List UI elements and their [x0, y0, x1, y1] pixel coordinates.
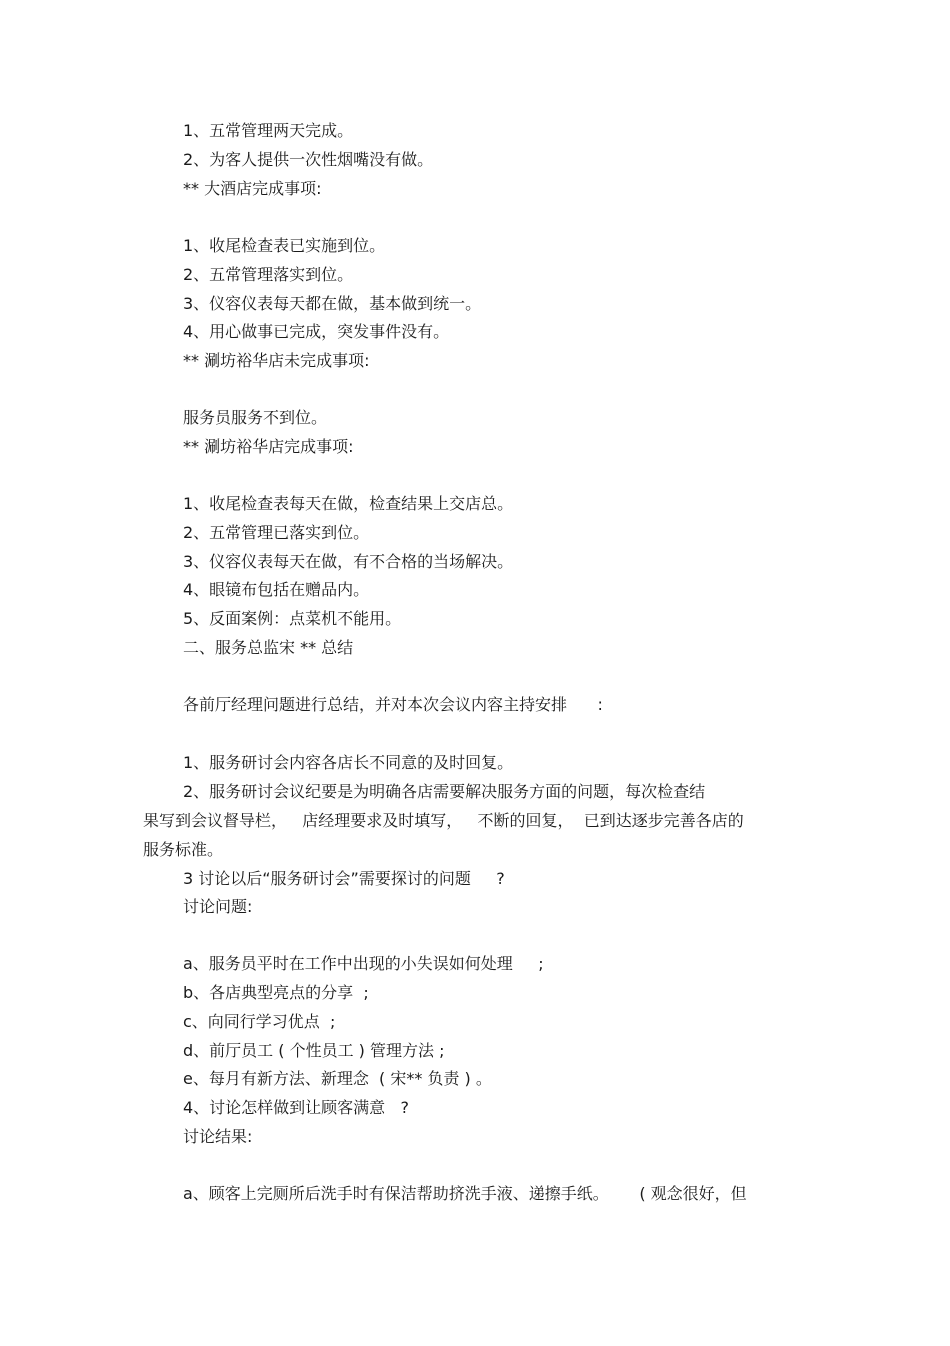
section-heading: ** 涮坊裕华店未完成事项: — [183, 351, 370, 370]
section-heading: 二、服务总监宋 ** 总结 — [183, 638, 354, 657]
paragraph: 讨论问题: — [183, 897, 253, 916]
paragraph: 3 讨论以后“服务研讨会”需要探讨的问题 ? — [183, 869, 505, 888]
section-heading: ** 涮坊裕华店完成事项: — [183, 437, 354, 456]
paragraph: 服务标准。 — [143, 840, 224, 859]
list-item: 3、仪容仪表每天在做，有不合格的当场解决。 — [183, 552, 514, 571]
list-item: 2、为客人提供一次性烟嘴没有做。 — [183, 150, 434, 169]
list-item: c、向同行学习优点 ; — [183, 1012, 336, 1031]
list-item: 4、用心做事已完成，突发事件没有。 — [183, 322, 450, 341]
paragraph: 果写到会议督导栏， 店经理要求及时填写， 不断的回复， 已到达逐步完善各店的 — [143, 811, 744, 830]
list-item: a、顾客上完厕所后洗手时有保洁帮助挤洗手液、递擦手纸。 ( 观念很好，但 — [183, 1184, 747, 1203]
list-item: 1、服务研讨会内容各店长不同意的及时回复。 — [183, 753, 514, 772]
paragraph: 各前厅经理问题进行总结，并对本次会议内容主持安排 : — [183, 695, 603, 714]
list-item: a、服务员平时在工作中出现的小失误如何处理 ; — [183, 954, 544, 973]
paragraph: 服务员服务不到位。 — [183, 408, 328, 427]
list-item: e、每月有新方法、新理念 ( 宋** 负责 ) 。 — [183, 1069, 492, 1088]
paragraph: 2、服务研讨会议纪要是为明确各店需要解决服务方面的问题，每次检查结 — [183, 782, 706, 801]
list-item: 2、五常管理落实到位。 — [183, 265, 354, 284]
list-item: 1、收尾检查表每天在做，检查结果上交店总。 — [183, 494, 514, 513]
list-item: 1、收尾检查表已实施到位。 — [183, 236, 386, 255]
list-item: 4、眼镜布包括在赠品内。 — [183, 580, 370, 599]
list-item: d、前厅员工 ( 个性员工 ) 管理方法 ; — [183, 1041, 445, 1060]
list-item: 1、五常管理两天完成。 — [183, 121, 354, 140]
list-item: 3、仪容仪表每天都在做，基本做到统一。 — [183, 294, 482, 313]
list-item: b、各店典型亮点的分享 ; — [183, 983, 369, 1002]
list-item: 5、反面案例：点菜机不能用。 — [183, 609, 402, 628]
section-heading: ** 大酒店完成事项: — [183, 179, 322, 198]
list-item: 2、五常管理已落实到位。 — [183, 523, 370, 542]
paragraph: 讨论结果: — [183, 1127, 253, 1146]
paragraph: 4、讨论怎样做到让顾客满意 ? — [183, 1098, 409, 1117]
